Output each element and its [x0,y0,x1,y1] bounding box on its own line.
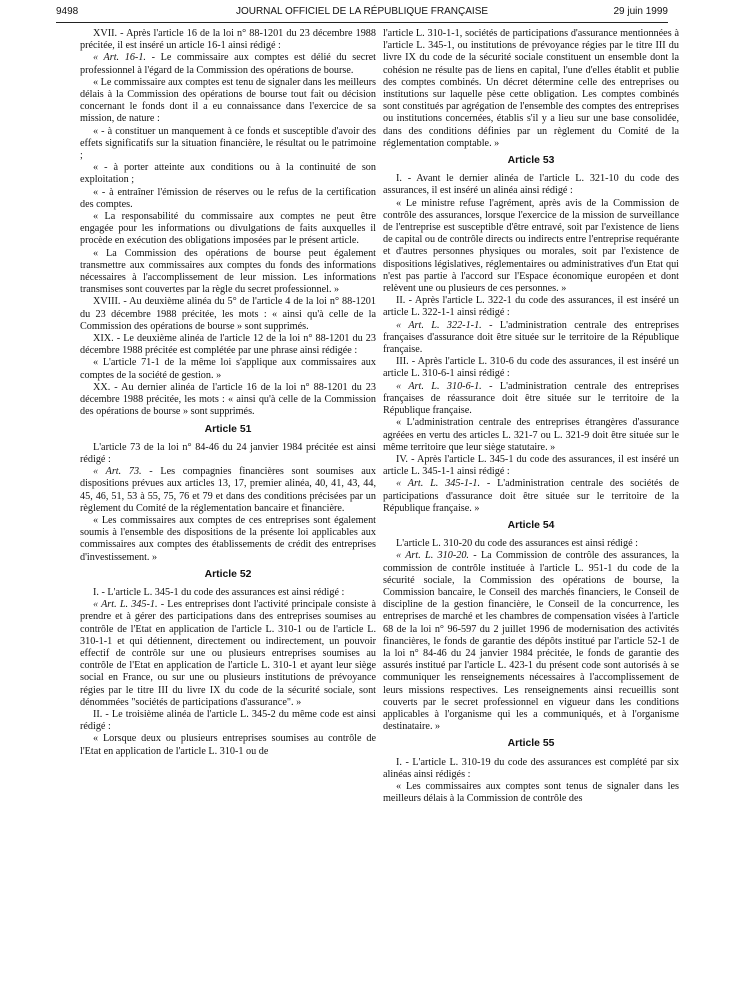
page-header [56,6,668,22]
paragraph-text: - L'administration centrale des sociétés de participations d'assurance doit être située sur le territoire de la République française. » [383,478,679,514]
journal-title: JOURNAL OFFICIEL DE LA RÉPUBLIQUE FRANÇAISE [235,6,489,17]
article-heading: Article 55 [507,738,555,750]
publication-date: 29 juin 1999 [613,6,668,17]
paragraph-text: « Le commissaire aux comptes est tenu de signaler dans les meilleurs délais à la Commission des opérations de bourse tout fait ou décision concernant le fonds dont il a eu connaissance dans l'exercice de sa mission, de nature : [80,76,376,125]
paragraph-text: XIX. - Le deuxième alinéa de l'article 12 de la loi n° 88-1201 du 23 décembre 1988 précitée est complétée par une phrase ainsi rédigée : [80,333,376,357]
paragraph [80,77,376,126]
paragraph [383,173,679,197]
paragraph [80,162,376,186]
paragraph-text: « - à entraîner l'émission de réserves ou le refus de la certification des comptes. [80,186,376,210]
paragraph [383,417,679,454]
paragraph [80,211,376,248]
paragraph [80,28,376,52]
paragraph [80,466,376,515]
paragraph [383,550,679,733]
paragraph-text: L'article 73 de la loi n° 84-46 du 24 janvier 1984 précitée est ainsi rédigé : [80,441,376,465]
paragraph [383,198,679,296]
paragraph [80,599,376,709]
paragraph-text: II. - Le troisième alinéa de l'article L. 345-2 du même code est ainsi rédigé : [80,708,376,733]
paragraph-text: « - à porter atteinte aux conditions ou à la continuité de son exploitation ; [80,162,376,186]
left-column [80,28,376,758]
paragraph-text: II. - Après l'article L. 322-1 du code des assurances, il est inséré un article L. 322-1-1 ainsi rédigé : [383,295,679,319]
paragraph [80,709,376,733]
article-reference: « Art. L. 322-1-1. [396,319,482,331]
article-reference: « Art. L. 310-6-1. [396,380,482,392]
article-reference: « Art. 73. [93,466,142,478]
paragraph-text: « - à constituer un manquement à ce fonds et susceptible d'avoir des effets significatifs sur la situation financière, le résultat ou le patrimoine ; [80,125,376,162]
paragraph [383,781,679,805]
paragraph-text: I. - L'article L. 345-1 du code des assurances est ainsi rédigé : [93,586,345,598]
paragraph-text: L'article L. 310-20 du code des assurances est ainsi rédigé : [396,538,639,550]
paragraph-text: « L'administration centrale des entreprises étrangères d'assurance agréées en vertu des articles L. 321-7 ou L. 321-9 doit être située sur le même territoire que leur siège statutaire. » [383,417,679,453]
paragraph [383,295,679,319]
paragraph [80,333,376,357]
paragraph-text: « La Commission des opérations de bourse peut également transmettre aux commissaires aux comptes du fonds des informations nécessaires à l'accomplissement de leur mission. Les informations transmises sont couvertes par la règle du secret professionnel. » [80,247,376,296]
paragraph [80,382,376,419]
article-heading: Article 52 [204,568,252,580]
paragraph-text: « L'article 71-1 de la même loi s'applique aux commissaires aux comptes de la société de gestion. » [80,357,376,381]
paragraph-text: « La responsabilité du commissaire aux comptes ne peut être engagée pour les informations ou divulgations de faits auxquelles il procède en exécution des obligations imposées par le présent article. [80,211,376,247]
right-column [383,28,679,805]
paragraph-text: - Le commissaire aux comptes est délié du secret professionnel à l'égard de la Commission des opérations de bourse. [80,52,376,76]
article-reference: « Art. 16-1. [93,52,146,64]
article-heading: Article 54 [507,519,555,531]
paragraph-text: - Les entreprises dont l'activité principale consiste à prendre et à gérer des participations dans des entreprises soumises au contrôle de l'Etat en application de l'article L. 310-1 ou de l'article L. 310-1-1 et qui détiennent, directement ou indirectement, un pouvoir effectif de contrôle sur une ou plusieurs entreprises soumises au contrôle de l'Etat en application de l'article L. 310-1 et ayant leur siège social en France, ou sur une ou plusieurs institutions de prévoyance régies par le titre III du livre IX du code de la sécurité sociale, sont dénommées "sociétés de participations d'assurance". » [80,599,376,708]
paragraph [80,733,376,757]
article-reference: « Art. L. 310-20. [396,550,469,562]
paragraph [80,248,376,297]
paragraph-text: I. - Avant le dernier alinéa de l'article L. 321-10 du code des assurances, il est inséré un alinéa ainsi rédigé : [383,173,679,197]
paragraph-text: - L'administration centrale des entreprises françaises d'assurance doit être située sur le territoire de la République française. [383,319,679,356]
paragraph-text: l'article L. 310-1-1, sociétés de participations d'assurance mentionnées à l'article L. 345-1, ou institutions de prévoyance régies par le titre III du livre IX du code de la sécurité sociale constituent un ensemble dont la cohésion ne résulte pas de liens en capital, l'une d'elles établit et publie des comptes combinés. Un décret détermine celle des entreprises ou institutions sur laquelle pèse cette obligation. Les comptes combinés sont constitués par agrégation de l'ensemble des comptes des entreprises ou institutions concernées, établis s'il y a lieu sur une base consolidée, dans des conditions définies par un règlement du Comité de la réglementation comptable. » [383,28,679,149]
header-rule [56,22,668,23]
paragraph [383,454,679,478]
paragraph-text: - Les compagnies financières sont soumises aux dispositions prévues aux articles 13, 17, premier alinéa, 40, 41, 43, 44, 45, 46, 51, 53 à 55, 75, 76 et 79 et dans des conditions précisées par un règlement du Comité de la réglementation bancaire et financière. [80,466,376,514]
paragraph-text: XVII. - Après l'article 16 de la loi n° 88-1201 du 23 décembre 1988 précitée, il est inséré un article 16-1 ainsi rédigé : [80,28,376,52]
paragraph [80,126,376,163]
paragraph [383,538,679,550]
article-heading: Article 51 [204,423,252,435]
paragraph [80,52,376,76]
paragraph [383,356,679,380]
paragraph [383,381,679,418]
paragraph [383,757,679,781]
paragraph-text: « Les commissaires aux comptes de ces entreprises sont également soumis à l'ensemble des dispositions de la présente loi applicables aux commissaires aux comptes des établissements de crédit des entreprises d'investissement. » [80,514,376,563]
paragraph-text: - L'administration centrale des entreprises françaises de réassurance doit être située sur le territoire de la République française. [383,380,679,417]
paragraph-text: - La Commission de contrôle des assurances, la commission de contrôle instituée à l'article L. 951-1 du code de la sécurité sociale, la Commission des opérations de bourse, la Commission bancaire, le Conseil des marchés financiers, le Conseil de discipline de la gestion financière, le Conseil de la concurrence, les entreprises de marché et les chambres de compensation visées à l'article 68 de la loi n° 96-597 du 2 juillet 1996 de modernisation des activités financières, le fonds de garantie des dépôts institué par l'article 52-1 de la loi n° 84-46 du 24 janvier 1984 précitée, le fonds de garantie des assurés institué par l'article L. 423-1 du présent code sont autorisés à se communiquer les renseignements nécessaires à l'accomplissement de leurs missions respectives. Les renseignements ainsi recueillis sont couverts par le secret professionnel en vigueur dans les conditions applicables à l'organisme qui les a communiqués, et à l'organisme destinataire. » [383,550,679,733]
article-reference: « Art. L. 345-1. [93,599,158,611]
paragraph [80,442,376,466]
paragraph-text: XX. - Au dernier alinéa de l'article 16 de la loi n° 88-1201 du 23 décembre 1988 précitée, les mots : « ainsi qu'à celle de la Commission des opérations de bourse » sont supprimés. [80,381,376,418]
paragraph [80,515,376,564]
paragraph [80,587,376,599]
page-number: 9498 [56,6,79,17]
paragraph [383,28,679,150]
paragraph [383,320,679,357]
paragraph [80,296,376,333]
paragraph [383,478,679,515]
paragraph [80,187,376,211]
article-reference: « Art. L. 345-1-1. [396,478,480,490]
paragraph [80,357,376,381]
paragraph-text: IV. - Après l'article L. 345-1 du code des assurances, il est inséré un article L. 345-1-1 ainsi rédigé : [383,453,679,478]
paragraph-text: III. - Après l'article L. 310-6 du code des assurances, il est inséré un article L. 310-6-1 ainsi rédigé : [383,356,679,380]
paragraph-text: XVIII. - Au deuxième alinéa du 5° de l'article 4 de la loi n° 88-1201 du 23 décembre 1988 précitée, les mots : « ainsi qu'à celle de la Commission des opérations de bourse » sont supprimés. [80,296,376,332]
paragraph-text: I. - L'article L. 310-19 du code des assurances est complété par six alinéas ainsi rédigés : [383,756,679,780]
paragraph-text: « Lorsque deux ou plusieurs entreprises soumises au contrôle de l'Etat en application de l'article L. 310-1 ou de [80,733,376,757]
paragraph-text: « Le ministre refuse l'agrément, après avis de la Commission de contrôle des assurances, lorsque l'exercice de la mission de surveillance de l'entreprise est susceptible d'être entravé, soit par l'existence de liens de capital ou de contrôle directs ou indirects entre l'entreprise requérante et d'autres personnes physiques ou morales, soit par l'existence de dispositions législatives, réglementaires ou administratives d'un Etat qui n'est pas partie à l'accord sur l'Espace économique européen et dont relèvent une ou plusieurs de ces personnes. » [383,197,680,295]
article-heading: Article 53 [507,155,555,167]
paragraph-text: « Les commissaires aux comptes sont tenus de signaler dans les meilleurs délais à la Commission de contrôle des [383,780,679,805]
